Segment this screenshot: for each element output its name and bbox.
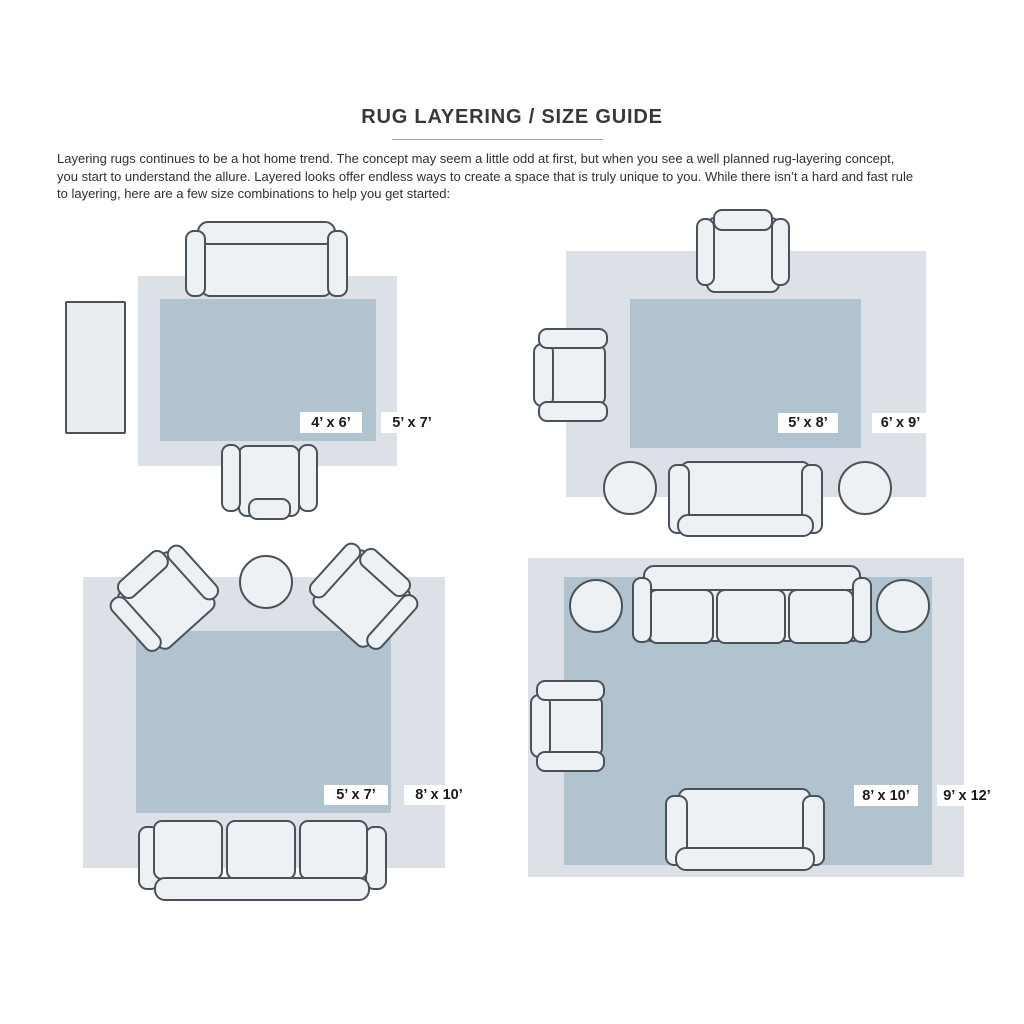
intro-line: you start to understand the allure. Layered looks offer endless ways to create a space that is truly unique to you. While there isn’t a hard and fast rule: [57, 168, 914, 184]
sofa-arm-left: [632, 577, 652, 643]
seat-cushion: [226, 820, 296, 880]
armchair: [530, 680, 607, 772]
seat-cushion: [788, 589, 854, 644]
armchair-arm-top: [538, 328, 608, 349]
armchair-arm-bottom: [536, 751, 605, 772]
page-title: RUG LAYERING / SIZE GUIDE: [361, 106, 663, 128]
sofa-arm-right: [327, 230, 348, 297]
outer-size-label: 5’ x 7’: [381, 412, 443, 433]
armchair-back-cushion: [530, 694, 551, 758]
sofa-back-cushion: [643, 565, 861, 591]
loveseat-back-cushion: [677, 514, 814, 537]
sofa: [185, 221, 348, 299]
outer-size-label: 9’ x 12’: [937, 785, 997, 806]
sofa: [632, 565, 872, 646]
intro-paragraph: [57, 150, 987, 203]
armchair-arm-left: [221, 444, 241, 512]
seat-cushion: [716, 589, 786, 644]
loveseat-seat: [678, 788, 811, 853]
outer-size-label: 6’ x 9’: [872, 413, 929, 433]
armchair-arm-right: [771, 218, 790, 286]
loveseat: [668, 460, 823, 537]
outer-size-label: 8’ x 10’: [404, 785, 474, 805]
round-side-table: [239, 555, 293, 609]
armchair: [221, 444, 318, 520]
round-side-table: [603, 461, 657, 515]
armchair-back-cushion: [713, 209, 773, 231]
armchair-arm-bottom: [538, 401, 608, 422]
sofa-arm-right: [852, 577, 872, 643]
inner-size-label: 5’ x 8’: [778, 413, 838, 433]
intro-line: Layering rugs continues to be a hot home trend. The concept may seem a little odd at first, but when you see a well planned rug-layering concept,: [57, 151, 895, 166]
armchair-back-cushion: [248, 498, 291, 520]
armchair: [533, 328, 609, 422]
sofa-arm-right: [365, 826, 387, 890]
armchair: [696, 209, 790, 297]
title-divider: [392, 139, 603, 140]
inner-size-label: 8’ x 10’: [854, 785, 918, 806]
armchair-seat: [549, 344, 606, 406]
seat-cushion: [648, 589, 714, 644]
sofa-back-cushion: [197, 221, 336, 245]
inner-size-label: 5’ x 7’: [324, 785, 388, 805]
loveseat: [665, 788, 825, 871]
inner-size-label: 4’ x 6’: [300, 412, 362, 433]
round-side-table: [876, 579, 930, 633]
seat-cushion: [153, 820, 223, 880]
armchair-arm-right: [298, 444, 318, 512]
armchair-back-cushion: [533, 343, 554, 407]
armchair-arm-left: [696, 218, 715, 286]
seat-cushion: [299, 820, 368, 880]
console-table: [65, 301, 126, 434]
round-side-table: [838, 461, 892, 515]
armchair-arm-top: [536, 680, 605, 701]
sofa-arm-left: [185, 230, 206, 297]
loveseat-back-cushion: [675, 847, 815, 871]
sofa-back-cushion: [154, 877, 370, 901]
armchair-seat: [546, 695, 603, 757]
round-side-table: [569, 579, 623, 633]
intro-line: to layering, here are a few size combinations to help you get started:: [57, 186, 451, 201]
sofa: [138, 820, 387, 901]
